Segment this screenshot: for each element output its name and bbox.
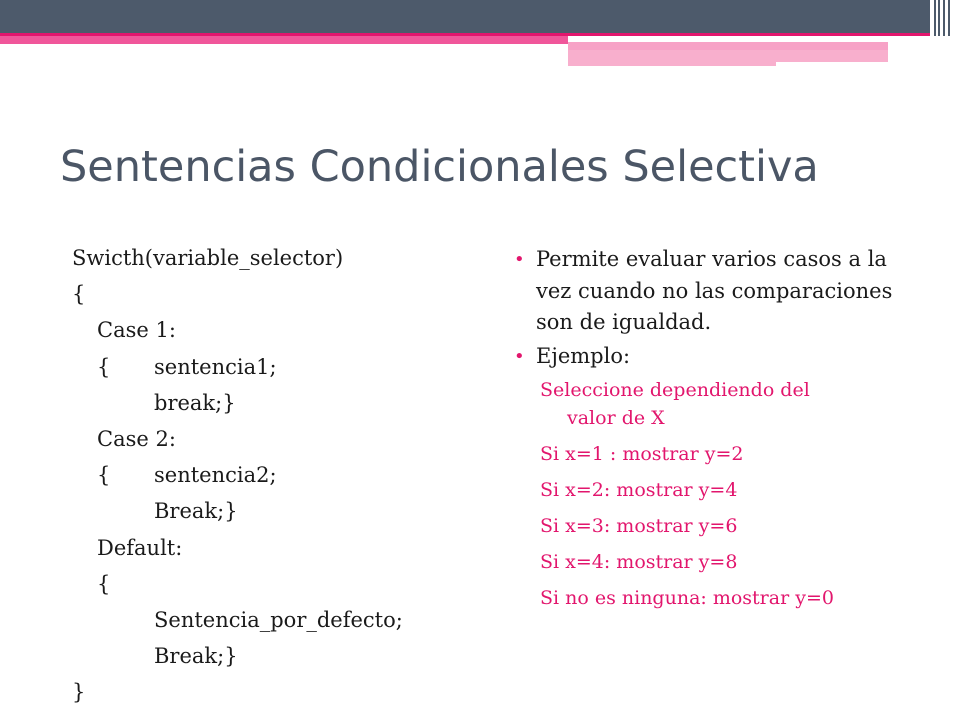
header-bar <box>0 0 930 33</box>
code-brace: { <box>97 354 111 379</box>
bullet-item <box>512 341 907 373</box>
example-intro <box>540 376 907 432</box>
bullet-text: Ejemplo: <box>536 343 631 368</box>
code-line: { <box>97 571 111 596</box>
code-line: { <box>72 282 86 307</box>
code-brace: { <box>97 463 111 488</box>
example-intro-line: Seleccione dependiendo del <box>540 379 810 401</box>
code-line <box>72 351 512 387</box>
description-column <box>512 244 907 612</box>
header-accent-band-light <box>568 42 888 50</box>
header-stripe <box>934 0 936 36</box>
header-accent-band <box>0 36 568 44</box>
code-block <box>72 242 512 712</box>
example-case: Si x=3: mostrar y=6 <box>540 515 738 537</box>
code-line: Swicth(variable_selector) <box>72 246 344 270</box>
example-case: Si x=2: mostrar y=4 <box>540 479 738 501</box>
header-accent-band-light <box>568 62 776 66</box>
header-stripe <box>943 0 945 36</box>
header-accent-band-light <box>568 50 888 62</box>
header-stripe <box>948 0 950 36</box>
code-line <box>72 459 512 495</box>
slide-title: Sentencias Condicionales Selectiva <box>60 142 819 192</box>
bullet-dot-icon: • <box>514 345 525 367</box>
code-line: Break;} <box>154 499 238 524</box>
header-stripe <box>938 0 940 36</box>
code-line: Break;} <box>154 644 238 669</box>
example-case: Si no es ninguna: mostrar y=0 <box>540 587 834 609</box>
code-statement: sentencia1; <box>154 354 277 379</box>
code-line: } <box>72 680 86 705</box>
code-line: Default: <box>97 535 183 560</box>
code-line: break;} <box>154 390 236 415</box>
example-case: Si x=1 : mostrar y=2 <box>540 443 744 465</box>
bullet-item <box>512 244 907 339</box>
code-statement: sentencia2; <box>154 463 277 488</box>
example-intro-line: valor de X <box>567 407 665 429</box>
example-case: Si x=4: mostrar y=8 <box>540 551 738 573</box>
bullet-dot-icon: • <box>514 249 525 270</box>
bullet-text: Permite evaluar varios casos a la vez cuando no las comparaciones son de igualdad. <box>536 247 893 334</box>
example-list <box>512 376 907 612</box>
code-line: Sentencia_por_defecto; <box>154 607 403 632</box>
code-line: Case 1: <box>97 318 176 343</box>
code-line: Case 2: <box>97 426 176 451</box>
